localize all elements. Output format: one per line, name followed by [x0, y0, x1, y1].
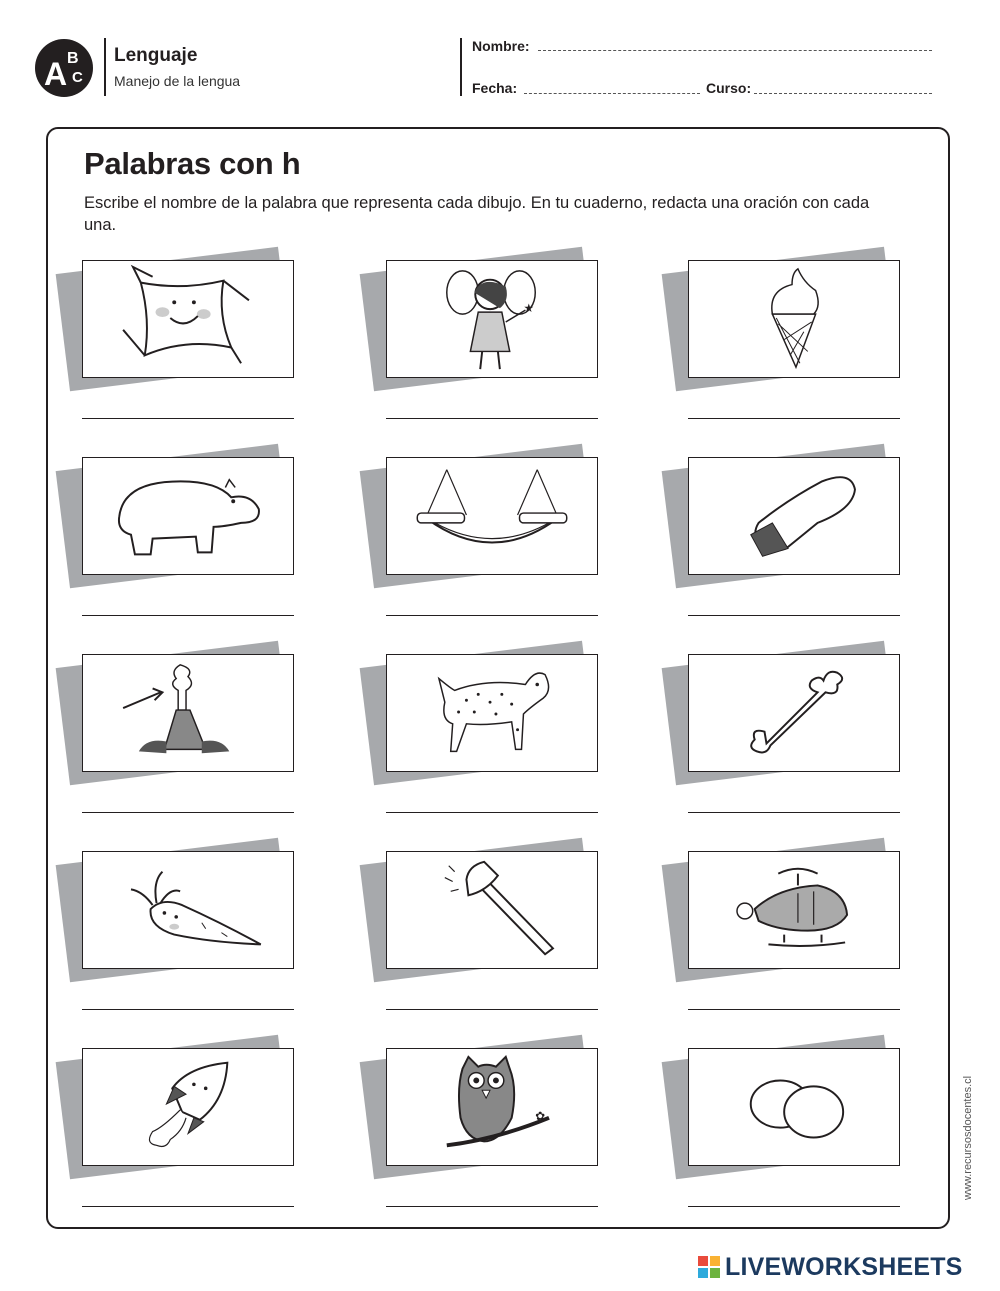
svg-text:C: C	[72, 69, 83, 86]
picture-card	[666, 449, 906, 609]
answer-line[interactable]	[386, 1206, 598, 1207]
answer-line[interactable]	[386, 1009, 598, 1010]
fields-divider	[460, 38, 462, 96]
picture-card	[364, 1040, 604, 1200]
picture-card	[60, 252, 300, 412]
answer-line[interactable]	[82, 418, 294, 419]
fairy-icon	[387, 261, 597, 377]
logo-square	[698, 1268, 708, 1278]
picture-card	[60, 843, 300, 1003]
pillow-icon	[83, 261, 293, 377]
picture-card	[666, 843, 906, 1003]
answer-line[interactable]	[688, 1206, 900, 1207]
picture-card	[364, 646, 604, 806]
answer-line[interactable]	[386, 615, 598, 616]
hammock-icon	[387, 458, 597, 574]
hyena-icon	[387, 655, 597, 771]
helicopter-icon	[689, 852, 899, 968]
course-field[interactable]	[754, 93, 932, 94]
answer-line[interactable]	[82, 1009, 294, 1010]
name-field[interactable]	[538, 50, 932, 51]
answer-line[interactable]	[386, 812, 598, 813]
picture-card	[666, 1040, 906, 1200]
answer-line[interactable]	[688, 812, 900, 813]
footprint-icon	[689, 458, 899, 574]
svg-text:✿: ✿	[535, 1108, 546, 1123]
answer-line[interactable]	[688, 418, 900, 419]
svg-text:A: A	[44, 56, 68, 92]
owl-icon	[387, 1049, 597, 1165]
abc-logo	[34, 38, 94, 98]
answer-line[interactable]	[386, 418, 598, 419]
picture-card	[666, 646, 906, 806]
credit-text: www.recursosdocentes.cl	[962, 1075, 974, 1200]
course-label: Curso:	[706, 80, 752, 96]
svg-text:★: ★	[523, 301, 535, 316]
liveworksheets-brand[interactable]	[698, 1254, 963, 1280]
ice-cream-icon	[689, 261, 899, 377]
picture-card	[364, 252, 604, 412]
picture-card	[60, 1040, 300, 1200]
subject-divider	[104, 38, 106, 96]
eggs-icon	[689, 1049, 899, 1165]
liveworksheets-logo-icon	[698, 1256, 720, 1278]
svg-text:B: B	[67, 50, 79, 67]
answer-line[interactable]	[688, 1009, 900, 1010]
picture-card	[364, 843, 604, 1003]
answer-line[interactable]	[82, 1206, 294, 1207]
carrot-icon	[83, 852, 293, 968]
rocket-icon	[83, 1049, 293, 1165]
worksheet-instructions: Escribe el nombre de la palabra que representa cada dibujo. En tu cuaderno, redacta una oración con cada una.	[84, 194, 870, 234]
subject-subtitle: Manejo de la lengua	[114, 73, 241, 89]
subject-title: Lenguaje	[114, 45, 198, 66]
picture-card	[60, 646, 300, 806]
answer-line[interactable]	[82, 812, 294, 813]
logo-square	[710, 1256, 720, 1266]
logo-square	[698, 1256, 708, 1266]
axe-icon	[387, 852, 597, 968]
date-field[interactable]	[524, 93, 700, 94]
answer-line[interactable]	[82, 615, 294, 616]
picture-card	[60, 449, 300, 609]
bone-icon	[689, 655, 899, 771]
name-label: Nombre:	[472, 38, 530, 54]
date-label: Fecha:	[472, 80, 518, 96]
logo-square	[710, 1268, 720, 1278]
picture-card	[666, 252, 906, 412]
smoke-volcano-icon	[83, 655, 293, 771]
worksheet-title: Palabras con h	[84, 146, 301, 181]
answer-line[interactable]	[688, 615, 900, 616]
picture-card	[364, 449, 604, 609]
brand-name: LIVEWORKSHEETS	[725, 1252, 963, 1281]
hippo-icon	[83, 458, 293, 574]
